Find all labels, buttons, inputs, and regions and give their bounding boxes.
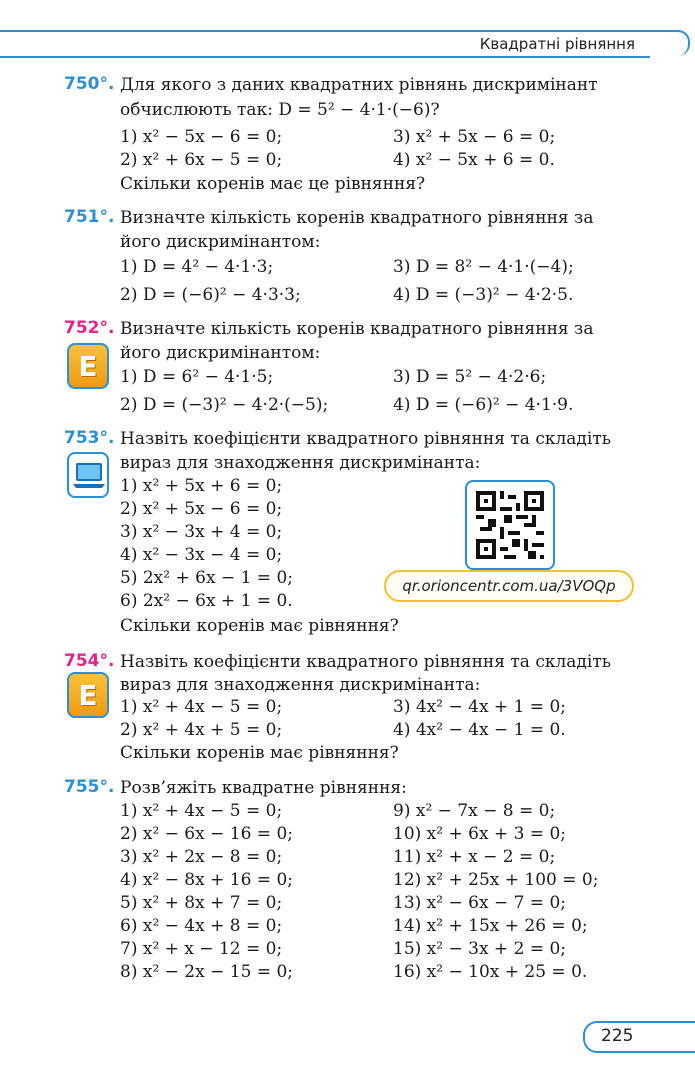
exercise-751-option-4: 4) D = (−3)² − 4·2·5.: [393, 285, 574, 305]
exercise-755-item: 13) x² − 6x − 7 = 0;: [393, 893, 566, 913]
exercise-755-item: 12) x² + 25x + 100 = 0;: [393, 870, 599, 890]
exercise-754-option-2: 2) x² + 4x + 5 = 0;: [120, 720, 283, 740]
exercise-755-item: 6) x² − 4x + 8 = 0;: [120, 916, 283, 936]
laptop-icon[interactable]: [67, 452, 109, 498]
exercise-number-755: 755°.: [64, 777, 115, 797]
exercise-755-item: 5) x² + 8x + 7 = 0;: [120, 893, 283, 913]
exercise-752-option-2: 2) D = (−3)² − 4·2·(−5);: [120, 395, 329, 415]
page-number: 225: [601, 1026, 634, 1046]
exercise-754-option-4: 4) 4x² − 4x − 1 = 0.: [393, 720, 566, 740]
exercise-752-question: Визначте кількість коренів квадратного рівняння за: [120, 319, 594, 339]
exercise-755-item: 3) x² + 2x − 8 = 0;: [120, 847, 283, 867]
exercise-754-question-cont: вираз для знаходження дискримінанта:: [120, 675, 481, 695]
exercise-755-item: 2) x² − 6x − 16 = 0;: [120, 824, 293, 844]
exercise-753-followup: Скільки коренів має рівняння?: [120, 616, 399, 636]
exercise-number-754: 754°.: [64, 651, 115, 671]
qr-link[interactable]: qr.orioncentr.com.ua/3VOQp: [384, 570, 634, 602]
exercise-755-item: 7) x² + x − 12 = 0;: [120, 939, 283, 959]
exercise-753-item-6: 6) 2x² − 6x + 1 = 0.: [120, 591, 293, 611]
exercise-755-item: 15) x² − 3x + 2 = 0;: [393, 939, 566, 959]
exercise-755-question: Розв’яжіть квадратне рівняння:: [120, 778, 407, 798]
exercise-number-750: 750°.: [64, 74, 115, 94]
exercise-751-question: Визначте кількість коренів квадратного рівняння за: [120, 208, 594, 228]
exercise-752-option-1: 1) D = 6² − 4·1·5;: [120, 367, 274, 387]
e-resource-icon[interactable]: [67, 672, 109, 718]
exercise-number-751: 751°.: [64, 207, 115, 227]
exercise-755-item: 8) x² − 2x − 15 = 0;: [120, 962, 293, 982]
exercise-753-item-4: 4) x² − 3x − 4 = 0;: [120, 545, 283, 565]
exercise-750-followup: Скільки коренів має це рівняння?: [120, 174, 426, 194]
exercise-753-item-2: 2) x² + 5x − 6 = 0;: [120, 499, 283, 519]
exercise-755-item: 14) x² + 15x + 26 = 0;: [393, 916, 588, 936]
exercise-751-option-3: 3) D = 8² − 4·1·(−4);: [393, 257, 574, 277]
e-badge-letter: Е: [78, 678, 98, 712]
exercise-751-option-2: 2) D = (−6)² − 4·3·3;: [120, 285, 301, 305]
exercise-752-question-cont: його дискримінантом:: [120, 343, 321, 363]
exercise-750-question-cont: обчислюють так: D = 5² − 4·1·(−6)?: [120, 100, 440, 120]
qr-code[interactable]: [465, 480, 555, 570]
exercise-750-option-2: 2) x² + 6x − 5 = 0;: [120, 150, 283, 170]
exercise-750-option-3: 3) x² + 5x − 6 = 0;: [393, 127, 556, 147]
exercise-752-option-3: 3) D = 5² − 4·2·6;: [393, 367, 547, 387]
exercise-755-item: 10) x² + 6x + 3 = 0;: [393, 824, 566, 844]
exercise-755-item: 1) x² + 4x − 5 = 0;: [120, 801, 283, 821]
exercise-753-question: Назвіть коефіцієнти квадратного рівняння та складіть: [120, 429, 611, 449]
exercise-753-item-1: 1) x² + 5x + 6 = 0;: [120, 476, 283, 496]
exercise-754-question: Назвіть коефіцієнти квадратного рівняння та складіть: [120, 652, 611, 672]
exercise-754-option-3: 3) 4x² − 4x + 1 = 0;: [393, 697, 566, 717]
exercise-755-item: 11) x² + x − 2 = 0;: [393, 847, 556, 867]
e-badge-letter: Е: [78, 349, 98, 383]
exercise-753-question-cont: вираз для знаходження дискримінанта:: [120, 453, 481, 473]
exercise-754-followup: Скільки коренів має рівняння?: [120, 743, 399, 763]
exercise-755-item: 4) x² − 8x + 16 = 0;: [120, 870, 293, 890]
exercise-754-option-1: 1) x² + 4x − 5 = 0;: [120, 697, 283, 717]
exercise-751-question-cont: його дискримінантом:: [120, 232, 321, 252]
e-resource-icon[interactable]: [67, 343, 109, 389]
exercise-750-question: Для якого з даних квадратних рівнянь дискримінант: [120, 75, 598, 95]
exercise-753-item-3: 3) x² − 3x + 4 = 0;: [120, 522, 283, 542]
page-number-box: [583, 1021, 695, 1053]
exercise-751-option-1: 1) D = 4² − 4·1·3;: [120, 257, 274, 277]
exercise-750-option-1: 1) x² − 5x − 6 = 0;: [120, 127, 283, 147]
exercise-753-item-5: 5) 2x² + 6x − 1 = 0;: [120, 568, 293, 588]
exercise-755-item: 16) x² − 10x + 25 = 0.: [393, 962, 588, 982]
exercise-752-option-4: 4) D = (−6)² − 4·1·9.: [393, 395, 574, 415]
header-divider: [0, 56, 650, 58]
exercise-755-item: 9) x² − 7x − 8 = 0;: [393, 801, 556, 821]
exercise-number-752: 752°.: [64, 318, 115, 338]
exercise-number-753: 753°.: [64, 428, 115, 448]
section-title: Квадратні рівняння: [479, 35, 635, 53]
exercise-750-option-4: 4) x² − 5x + 6 = 0.: [393, 150, 555, 170]
